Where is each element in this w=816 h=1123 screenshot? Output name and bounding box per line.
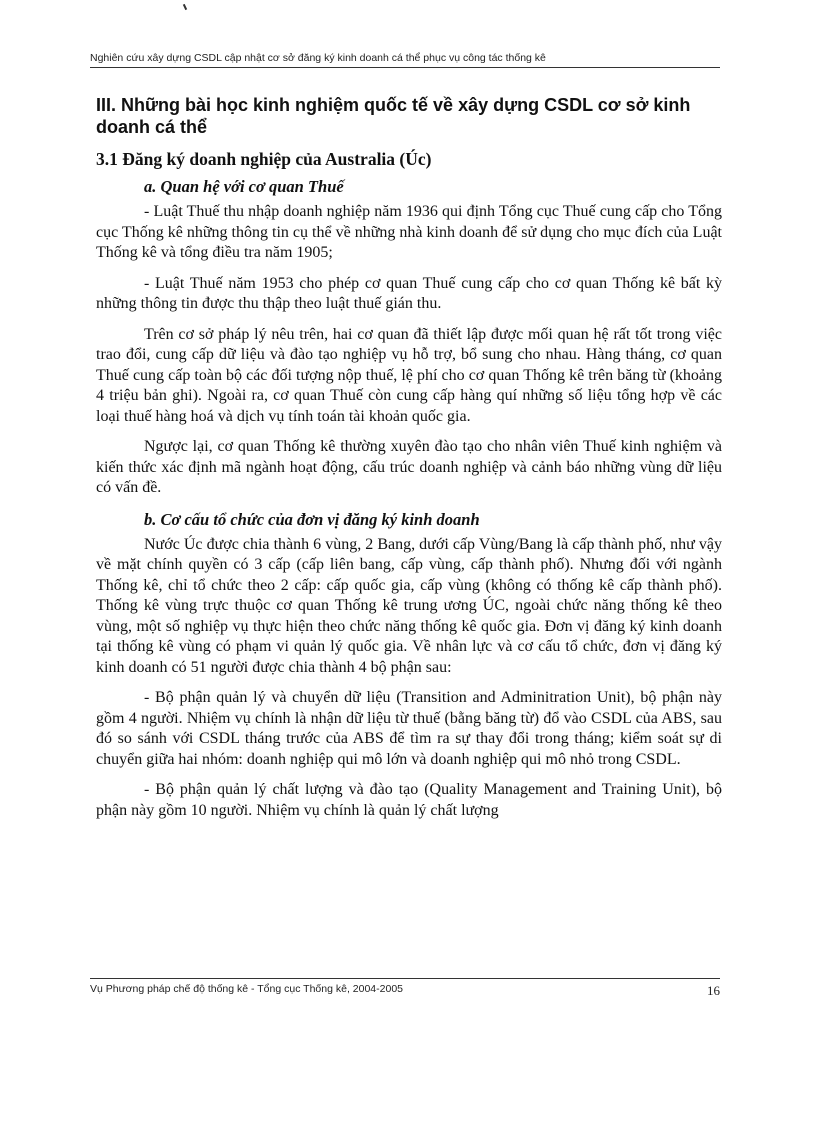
part-a-heading: a. Quan hệ với cơ quan Thuế [144, 177, 344, 196]
scan-speck [183, 4, 187, 10]
paragraph: Ngược lại, cơ quan Thống kê thường xuyên đào tạo cho nhân viên Thuế kinh nghiệm và kiến thức xác định mã ngành hoạt động, cấu trúc doanh nghiệp và cảnh báo những vùng dữ liệu có vấn đề. [96, 438, 722, 496]
paragraph: - Bộ phận quản lý chất lượng và đào tạo (Quality Management and Training Unit), bộ phận này gồm 10 người. Nhiệm vụ chính là quản lý chất lượng [96, 781, 722, 819]
paragraph: Nước Úc được chia thành 6 vùng, 2 Bang, dưới cấp Vùng/Bang là cấp thành phố, như vậy về mặt chính quyền có 3 cấp (cấp liên bang, cấp vùng, cấp thành phố). Nhưng đối với ngành Thống kê, chỉ tổ chức theo 2 cấp: cấp quốc gia, cấp vùng (không có thống kê cấp thành phố). Thống kê vùng trực thuộc cơ quan Thống kê trung ương ÚC, ngoài chức năng thống kê theo vùng, một số nghiệp vụ thực hiện theo chức năng thống kê quốc gia. Đơn vị đăng ký kinh doanh tại thống kê vùng có phạm vi quản lý quốc gia. Về nhân lực và cơ cấu tổ chức, đơn vị đăng ký kinh doanh có 51 người được chia thành 4 bộ phận sau: [96, 535, 722, 676]
section-title: III. Những bài học kinh nghiệm quốc tế về xây dựng CSDL cơ sở kinh doanh cá thể [96, 95, 691, 137]
paragraph: - Bộ phận quản lý và chuyển dữ liệu (Transition and Adminitration Unit), bộ phận này gồm 4 người. Nhiệm vụ chính là nhận dữ liệu từ thuế (bằng băng từ) đổ vào CSDL của ABS, sau đó so sánh với CSDL tháng trước của ABS để tìm ra sự thay đổi trong tháng; kiểm soát sự di chuyển giữa hai nhóm: doanh nghiệp qui mô lớn và doanh nghiệp qui mô nhỏ trong CSDL. [96, 689, 722, 768]
paragraph: - Luật Thuế thu nhập doanh nghiệp năm 1936 qui định Tổng cục Thuế cung cấp cho Tổng cục Thống kê những thông tin cụ thể về những nhà kinh doanh để sử dụng cho mục đích của Luật Thống kê và tổng điều tra năm 1905; [96, 203, 722, 261]
paragraph: Trên cơ sở pháp lý nêu trên, hai cơ quan đã thiết lập được mối quan hệ rất tốt trong việc trao đổi, cung cấp dữ liệu và đào tạo nghiệp vụ hỗ trợ, bổ sung cho nhau. Hàng tháng, cơ quan Thuế cung cấp toàn bộ các đối tượng nộp thuế, lệ phí cho cơ quan Thống kê trên băng từ (khoảng 4 triệu bản ghi). Ngoài ra, cơ quan Thuế còn cung cấp hàng quí những số liệu tổng hợp về các loại thuế hàng hoá và dịch vụ tính toán tài khoản quốc gia. [96, 325, 722, 425]
page-number: 16 [707, 983, 720, 998]
running-header: Nghiên cứu xây dựng CSDL cập nhật cơ sở đăng ký kinh doanh cá thể phục vụ công tác thống kê [90, 52, 720, 68]
running-footer [90, 978, 720, 999]
page-body [96, 94, 722, 831]
footer-text: Vụ Phương pháp chế độ thống kê - Tổng cục Thống kê, 2004-2005 [90, 983, 404, 995]
part-b-heading: b. Cơ cấu tổ chức của đơn vị đăng ký kinh doanh [144, 509, 480, 529]
paragraph: - Luật Thuế năm 1953 cho phép cơ quan Thuế cung cấp cho cơ quan Thống kê bất kỳ những thông tin được thu thập theo luật thuế gián thu. [96, 274, 722, 312]
subsection-title: 3.1 Đăng ký doanh nghiệp của Australia (Úc) [96, 149, 432, 169]
